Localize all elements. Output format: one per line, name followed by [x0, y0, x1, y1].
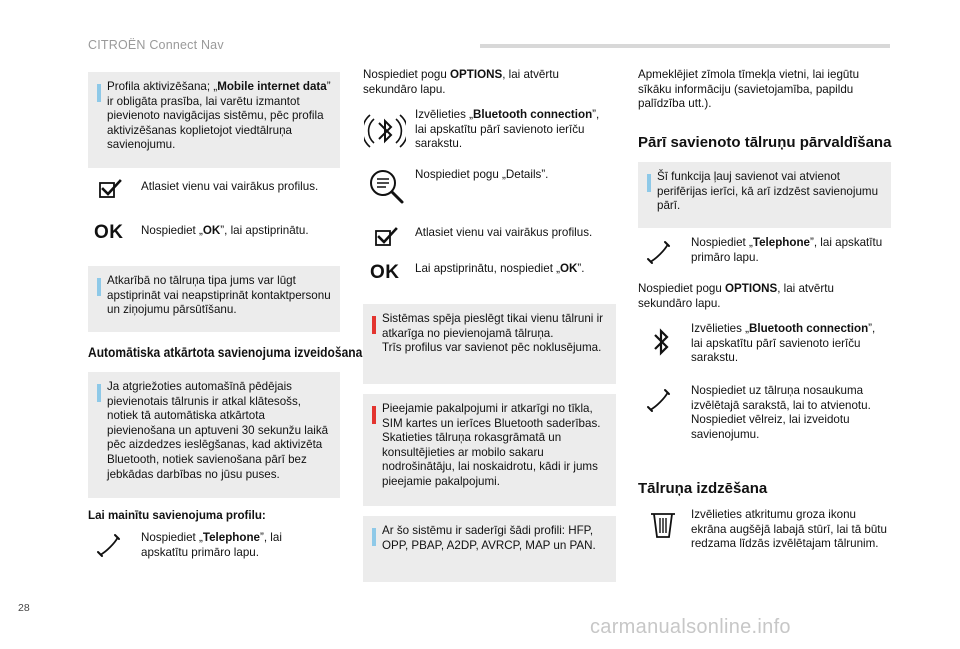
bluetooth-icon [648, 326, 674, 358]
step-confirm-ok: Lai apstiprinātu, nospiediet „OK”. [415, 262, 585, 275]
phone-icon [96, 533, 122, 559]
ok-icon: OK [94, 222, 124, 243]
info-bar-icon [97, 278, 101, 296]
watermark: carmanualsonline.info [590, 616, 791, 638]
warning-bar-icon [372, 406, 376, 424]
page-number: 28 [18, 602, 30, 614]
warning-text: Sistēmas spēja pieslēgt tikai vienu tālruni ir atkarīga no pievienojamā tālruņa. Trīs profilus var savienot pēc noklusējuma. [382, 312, 604, 355]
step-press-phone-name: Nospiediet uz tālruņa nosaukuma izvēlētajā sarakstā, lai to atvienotu. Nospiediet vēlreiz, lai izveidotu savienojumu. [691, 384, 871, 441]
col3-intro-website: Apmeklējiet zīmola tīmekļa vietni, lai iegūtu sīkāku informāciju (savietojamība, papildu palīdzība utt.). [638, 68, 860, 111]
step-bluetooth-connection: Izvēlieties „Bluetooth connection”, lai apskatītu pārī savienoto ierīču sarakstu. [415, 108, 600, 151]
step-select-profiles: Atlasiet vienu vai vairākus profilus. [141, 180, 319, 193]
info-box-profiles [363, 516, 616, 582]
step-press-telephone: Nospiediet „Telephone”, lai apskatītu primāro lapu. [141, 531, 282, 559]
col2-intro-options: Nospiediet pogu OPTIONS, lai atvērtu sekundāro lapu. [363, 68, 559, 96]
search-details-icon [366, 166, 406, 206]
phone-icon [646, 388, 672, 414]
step-bluetooth-connection: Izvēlieties „Bluetooth connection”, lai apskatītu pārī savienoto ierīču sarakstu. [691, 322, 876, 365]
info-box-mobile-internet [88, 72, 340, 168]
info-box-auto-reconnect [88, 372, 340, 498]
info-bar-icon [647, 174, 651, 192]
heading-change-profile: Lai mainītu savienojuma profilu: [88, 509, 266, 522]
info-text: Atkarībā no tālruņa tipa jums var lūgt apstiprināt vai neapstiprināt kontaktpersonu un ziņojumu pārsūtīšanu. [107, 274, 331, 317]
checkbox-checked-icon [374, 226, 400, 248]
info-text: Profila aktivizēšana; „Mobile internet data” ir obligāta prasība, lai varētu izmantot pievienoto navigācijas sistēmu, pēc profila aktivizēšanas koplietojot viedtālruņa savienojumu. [107, 80, 331, 152]
warning-text: Pieejamie pakalpojumi ir atkarīgi no tīkla, SIM kartes un ierīces Bluetooth saderības. Skatieties tālruņa rokasgrāmatā un konsultējieties ar mobilo sakaru nodrošinātāju, lai noskaidrotu, kādi ir jums pieejamie pakalpojumi. [382, 402, 601, 488]
heading-manage-paired: Pārī savienoto tālruņu pārvaldīšana [638, 134, 892, 151]
warning-box-services [363, 394, 616, 506]
info-box-manage [638, 162, 891, 228]
step-select-profiles: Atlasiet vienu vai vairākus profilus. [415, 226, 593, 239]
step-press-details: Nospiediet pogu „Details”. [415, 168, 549, 181]
warning-bar-icon [372, 316, 376, 334]
trash-icon [648, 510, 678, 540]
info-bar-icon [97, 384, 101, 402]
info-text: Ja atgriežoties automašīnā pēdējais pievienotais tālrunis ir atkal klātesošs, notiek tā automātiska atkārtota pievienošana un aptuveni 30 sekunžu laikā pēc aizdedzes ieslēgšanas, kad aktivizēta Bluetooth, notiek savienošana pārī bez jebkādas darbības no jūsu puses. [107, 380, 329, 481]
info-box-contact-transfer [88, 266, 340, 332]
header-rule [480, 44, 890, 48]
heading-auto-reconnect: Automātiska atkārtota savienojuma izveidošana [88, 344, 363, 360]
col3-options: Nospiediet pogu OPTIONS, lai atvērtu sekundāro lapu. [638, 282, 834, 310]
info-bar-icon [97, 84, 101, 102]
bluetooth-signal-icon [364, 110, 406, 152]
info-text: Ar šo sistēmu ir saderīgi šādi profili: HFP, OPP, PBAP, A2DP, AVRCP, MAP un PAN. [382, 524, 596, 552]
warning-box-single-phone [363, 304, 616, 384]
running-header-title: CITROËN Connect Nav [88, 38, 224, 52]
step-press-telephone: Nospiediet „Telephone”, lai apskatītu primāro lapu. [691, 236, 883, 264]
info-text: Šī funkcija ļauj savienot vai atvienot perifērijas ierīci, kā arī izdzēst savienojumu pārī. [657, 170, 879, 213]
ok-icon: OK [370, 262, 400, 283]
phone-icon [646, 240, 672, 266]
heading-delete-phone: Tālruņa izdzēšana [638, 480, 768, 497]
checkbox-checked-icon [98, 178, 124, 200]
info-bar-icon [372, 528, 376, 546]
step-press-ok: Nospiediet „OK”, lai apstiprinātu. [141, 224, 309, 237]
step-select-trash: Izvēlieties atkritumu groza ikonu ekrāna augšējā labajā stūrī, lai tā būtu redzama līdzās izvēlētajam tālrunim. [691, 508, 887, 551]
